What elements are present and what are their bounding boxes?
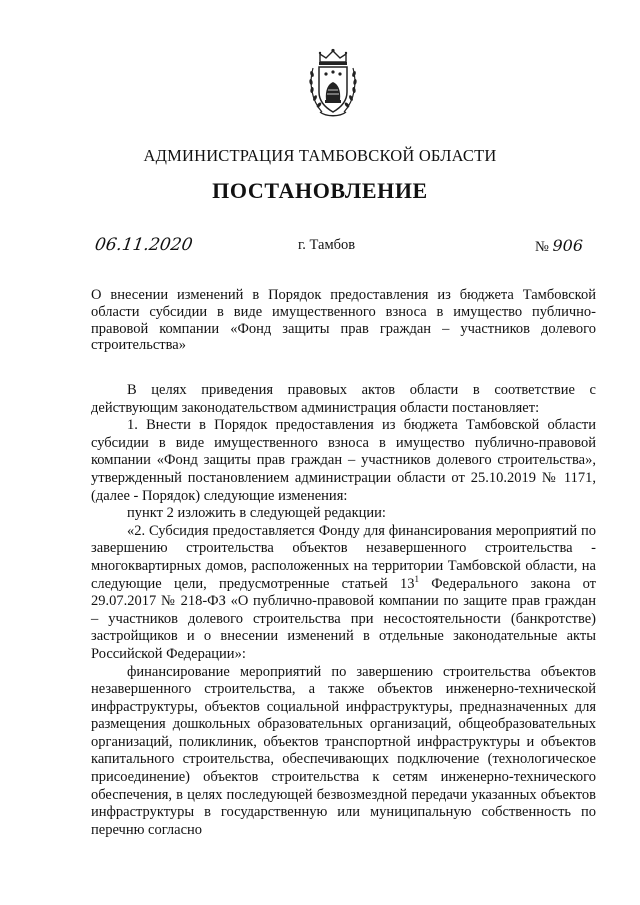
document-date: 06.11.2020 [93, 235, 194, 255]
coat-of-arms-icon [306, 48, 360, 120]
article-superscript: 1 [414, 573, 420, 584]
point-2-text-end: Федерального закона от 29.07.2017 № 218-ФЗ «О публично-правовой компании по защите прав граждан – участников долевого строительства при несостоятельности (банкротстве) застройщиков и о внесении изменений в отдельные законодательные акты Российской Федерации»: [91, 575, 596, 662]
document-city: г. Тамбов [298, 237, 356, 253]
paragraph-point-2-intro: пункт 2 изложить в следующей редакции: [127, 505, 386, 522]
point-2-text-start: «2. Субсидия предоставляется Фонду для финансирования мероприятий по завершению строительства объектов незавершенного строительства - многоквартирных домов, расположенных на территории Тамбовской области, на следующие цели, предусмотренные статьей 13 [91, 522, 596, 592]
paragraph-financing: финансирование мероприятий по завершению строительства объектов незавершенного строительства, а также объектов инженерно-технической инфраструктуры, объектов социальной инфраструктуры, предназначенных для размещения дошкольных образовательных организаций, общеобразовательных организаций, поликлиник, объектов транспортной инфраструктуры и объектов капитального строительства, обеспечивающих подключение (технологическое присоединение) объектов строительства к сетям инженерно-технического обеспечения, в целях последующей безвозмездной передачи указанных объектов инфраструктуры в государственную или муниципальную собственность по перечню согласно [91, 663, 596, 838]
number-value: 906 [552, 236, 584, 255]
document-subject: О внесении изменений в Порядок предоставления из бюджета Тамбовской области субсидии в виде имущественного взноса в имущество публично-правовой компании «Фонд защиты прав граждан – участников долевого строительства» [91, 287, 596, 354]
paragraph-preamble: В целях приведения правовых актов области в соответствие с действующим законодательством администрация области постановляет: [91, 382, 596, 416]
document-body [91, 382, 596, 839]
document-title: ПОСТАНОВЛЕНИЕ [212, 178, 428, 203]
paragraph-item-1: 1. Внести в Порядок предоставления из бюджета Тамбовской области субсидии в виде имущественного взноса в имущество публично-правовой компании «Фонд защиты прав граждан – участников долевого строительства», утвержденный постановлением администрации области от 25.10.2019 № 1171, (далее - Порядок) следующие изменения: [91, 417, 596, 504]
paragraph-point-2-text [91, 523, 596, 664]
document-number [535, 236, 583, 256]
number-prefix: № [535, 239, 549, 255]
organization-name: АДМИНИСТРАЦИЯ ТАМБОВСКОЙ ОБЛАСТИ [143, 146, 497, 165]
